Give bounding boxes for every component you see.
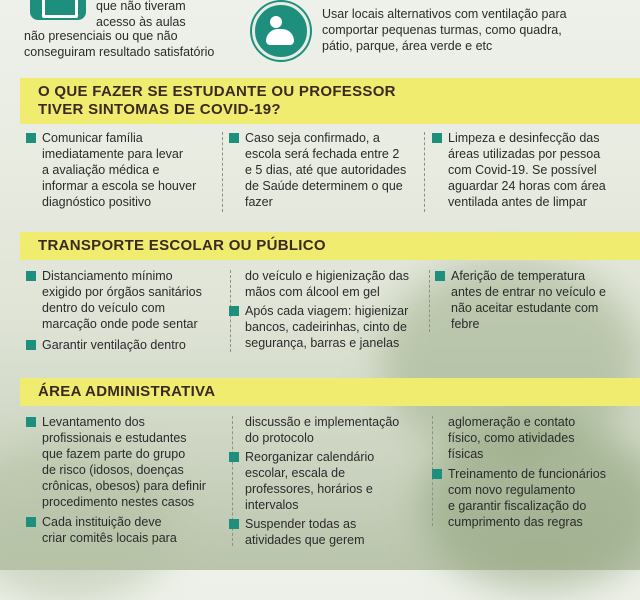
text-line: Treinamento de funcionários (448, 467, 606, 481)
text-line: áreas utilizadas por pessoa (448, 147, 601, 161)
text-line: do veículo e higienização das (245, 269, 410, 283)
title-line: TIVER SINTOMAS DE COVID-19? (38, 101, 281, 118)
section-title-transport (20, 232, 640, 260)
title-line: ÁREA ADMINISTRATIVA (38, 383, 216, 400)
text-line: ventilada antes de limpar (448, 195, 587, 209)
section-title-symptoms (20, 78, 640, 124)
text-line: criar comitês locais para (42, 531, 177, 545)
square-bullet-icon (26, 417, 36, 427)
square-bullet-icon (26, 517, 36, 527)
text-line: Após cada viagem: higienizar (245, 304, 409, 318)
top-right-text (322, 6, 567, 54)
text-line: comportar pequenas turmas, como quadra, (322, 23, 562, 37)
list-item (229, 449, 424, 513)
square-bullet-icon (229, 133, 239, 143)
text-line: intervalos (245, 498, 299, 512)
text-line: procedimento nestes casos (42, 495, 195, 509)
title-line: O QUE FAZER SE ESTUDANTE OU PROFESSOR (38, 83, 396, 100)
text-line: crônicas, obesos) para definir (42, 479, 206, 493)
text-line: febre (451, 317, 480, 331)
text-line: Aferição de temperatura (451, 269, 586, 283)
text-line: pátio, parque, área verde e etc (322, 39, 493, 53)
list-item (26, 268, 221, 332)
text-line: Garantir ventilação dentro (42, 338, 186, 352)
list-item (432, 466, 632, 530)
text-line: Suspender todas as (245, 517, 357, 531)
list-item (26, 130, 216, 210)
square-bullet-icon (435, 271, 445, 281)
square-bullet-icon (229, 452, 239, 462)
text-line: Usar locais alternativos com ventilação para (322, 7, 567, 21)
list-item (229, 130, 419, 210)
text-line: e 5 dias, até que autoridades (245, 163, 407, 177)
text-line: Distanciamento mínimo (42, 269, 173, 283)
text-line: cumprimento das regras (448, 515, 583, 529)
admin-col-2 (229, 414, 424, 550)
top-strip (0, 0, 640, 70)
text-line: atividades que gerem (245, 533, 365, 547)
text-line: não presenciais ou que não (24, 29, 178, 43)
text-line: escolar, escala de (245, 466, 346, 480)
column-divider (429, 270, 430, 332)
text-line: Comunicar família (42, 131, 143, 145)
text-line: conseguiram resultado satisfatório (24, 45, 215, 59)
text-line: e garantir fiscalização do (448, 499, 587, 513)
top-left-text-c (24, 28, 214, 60)
text-line: mãos com álcool em gel (245, 285, 380, 299)
square-bullet-icon (229, 306, 239, 316)
transport-col-2 (229, 268, 419, 353)
text-line: antes de entrar no veículo e (451, 285, 606, 299)
column-divider (222, 132, 223, 212)
list-item (432, 130, 632, 210)
text-line: que não tiveram (96, 0, 186, 13)
list-item (26, 414, 226, 510)
symptoms-col-3 (432, 130, 632, 212)
list-item (26, 337, 221, 353)
text-line: Levantamento dos (42, 415, 145, 429)
transport-col-3 (435, 268, 630, 334)
transport-col-1 (26, 268, 221, 355)
square-bullet-icon (26, 340, 36, 350)
list-item (229, 303, 419, 351)
admin-col-1 (26, 414, 226, 548)
text-line: Reorganizar calendário (245, 450, 375, 464)
text-line: de Saúde determinem o que (245, 179, 403, 193)
text-line: informar a escola se houver (42, 179, 197, 193)
continued-text (229, 268, 419, 300)
continued-text (432, 414, 632, 462)
list-item (26, 514, 226, 546)
title-line: TRANSPORTE ESCOLAR OU PÚBLICO (38, 237, 326, 254)
column-divider (424, 132, 425, 212)
text-line: Caso seja confirmado, a (245, 131, 380, 145)
square-bullet-icon (229, 519, 239, 529)
admin-col-3 (432, 414, 632, 532)
text-line: aguardar 24 horas com área (448, 179, 606, 193)
square-bullet-icon (432, 469, 442, 479)
text-line: Cada instituição deve (42, 515, 162, 529)
text-line: profissionais e estudantes (42, 431, 187, 445)
text-line: com Covid-19. Se possível (448, 163, 597, 177)
text-line: segurança, barras e janelas (245, 336, 400, 350)
continued-text (229, 414, 424, 446)
text-line: físicas (448, 447, 484, 461)
text-line: com novo regulamento (448, 483, 576, 497)
text-line: aglomeração e contato (448, 415, 576, 429)
text-line: Limpeza e desinfecção das (448, 131, 600, 145)
square-bullet-icon (26, 133, 36, 143)
text-line: professores, horários e (245, 482, 373, 496)
text-line: imediatamente para levar (42, 147, 184, 161)
text-line: diagnóstico positivo (42, 195, 152, 209)
person-circle-icon (252, 2, 310, 60)
text-line: exigido por órgãos sanitários (42, 285, 202, 299)
laptop-icon (30, 0, 86, 20)
text-line: que fazem parte do grupo (42, 447, 186, 461)
text-line: do protocolo (245, 431, 314, 445)
list-item (435, 268, 630, 332)
list-item (229, 516, 424, 548)
text-line: discussão e implementação (245, 415, 400, 429)
section-title-admin (20, 378, 640, 406)
text-line: dentro do veículo com (42, 301, 165, 315)
text-line: físico, como atividades (448, 431, 575, 445)
top-left-text-a (96, 0, 186, 14)
text-line: fazer (245, 195, 273, 209)
text-line: marcação onde pode sentar (42, 317, 198, 331)
square-bullet-icon (432, 133, 442, 143)
text-line: a avaliação médica e (42, 163, 160, 177)
text-line: bancos, cadeirinhas, cinto de (245, 320, 407, 334)
text-line: acesso às aulas (96, 15, 186, 29)
text-line: de risco (idosos, doenças (42, 463, 184, 477)
symptoms-col-2 (229, 130, 419, 212)
square-bullet-icon (26, 271, 36, 281)
symptoms-col-1 (26, 130, 216, 212)
text-line: não aceitar estudante com (451, 301, 599, 315)
text-line: escola será fechada entre 2 (245, 147, 400, 161)
